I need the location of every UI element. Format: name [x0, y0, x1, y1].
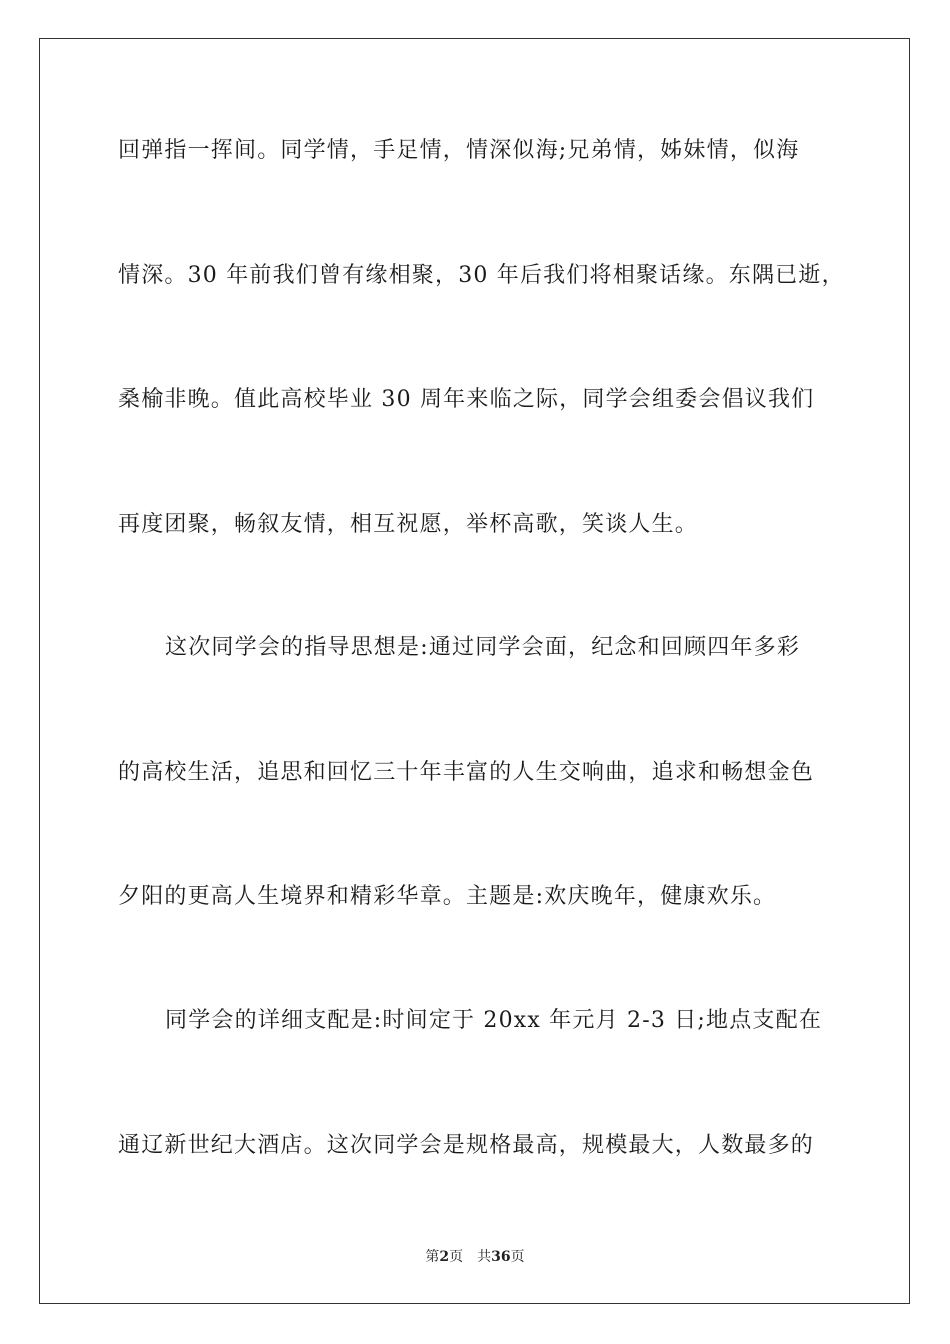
text-line-9: 通辽新世纪大酒店。这次同学会是规格最高，规模最大，人数最多的 [118, 1133, 815, 1158]
text-line-1: 回弹指一挥间。同学情，手足情，情深似海;兄弟情，姊妹情，似海 [118, 138, 800, 163]
text-line-2: 情深。30 年前我们曾有缘相聚，30 年后我们将相聚话缘。东隅已逝， [118, 263, 845, 288]
page-footer [0, 1248, 950, 1266]
footer-total-suffix: 页 [510, 1249, 525, 1265]
text-line-7: 夕阳的更高人生境界和精彩华章。主题是:欢庆晚年，健康欢乐。 [118, 884, 777, 909]
footer-page-number: 2 [439, 1249, 450, 1265]
text-line-8: 同学会的详细支配是:时间定于 20xx 年元月 2-3 日;地点支配在 [165, 1008, 823, 1033]
text-line-5: 这次同学会的指导思想是:通过同学会面，纪念和回顾四年多彩 [165, 635, 801, 660]
footer-total-prefix: 共 [477, 1249, 492, 1265]
text-line-3: 桑榆非晚。值此高校毕业 30 周年来临之际，同学会组委会倡议我们 [118, 387, 815, 412]
page-frame [39, 38, 910, 1304]
footer-total-pages: 36 [491, 1249, 511, 1265]
text-line-6: 的高校生活，追思和回忆三十年丰富的人生交响曲，追求和畅想金色 [118, 760, 815, 785]
text-line-4: 再度团聚，畅叙友情，相互祝愿，举杯高歌，笑谈人生。 [118, 512, 699, 537]
footer-page-suffix: 页 [449, 1249, 464, 1265]
footer-page-prefix: 第 [425, 1249, 440, 1265]
